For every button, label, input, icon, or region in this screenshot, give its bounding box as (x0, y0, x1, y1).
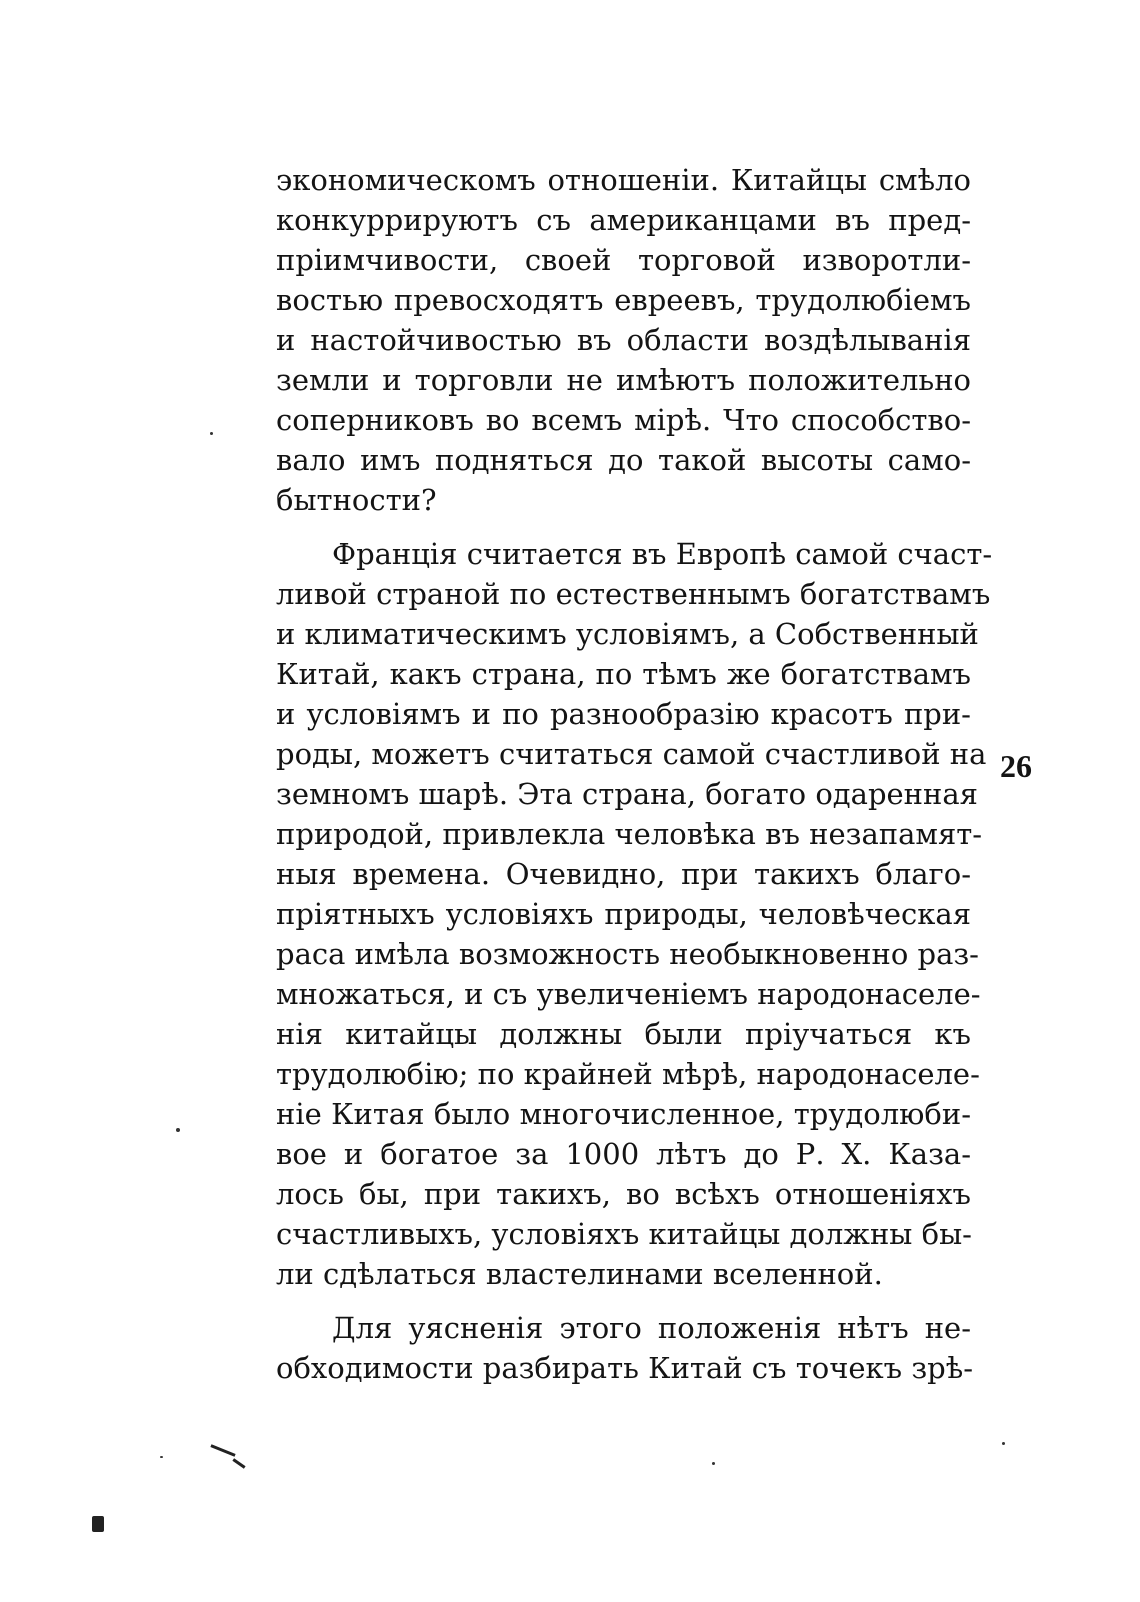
paragraph-gap (276, 1294, 971, 1308)
text-line: природой, привлекла человѣка въ незапамят- (276, 817, 983, 851)
paragraph (276, 160, 971, 520)
page-number: 26 (1000, 748, 1032, 784)
text-line: соперниковъ во всемъ мiрѣ. Что способство- (276, 403, 971, 437)
text-line: Францiя считается въ Европѣ самой счаст- (332, 537, 993, 571)
scan-smudge (210, 1444, 235, 1457)
scan-speck (210, 432, 213, 435)
text-line: раса имѣла возможность необыкновенно раз- (276, 937, 979, 971)
text-line: конкуррируютъ съ американцами въ пред- (276, 203, 971, 237)
paragraph (276, 1308, 971, 1388)
text-line: экономическомъ отношенiи. Китайцы смѣло (276, 163, 971, 197)
scan-speck (712, 1462, 715, 1465)
text-line: вало имъ подняться до такой высоты само- (276, 443, 971, 477)
text-line: нiя китайцы должны были прiучаться къ (276, 1017, 971, 1051)
text-line: Китай, какъ страна, по тѣмъ же богатствамъ (276, 657, 971, 691)
text-line: земномъ шарѣ. Эта страна, богато одаренная (276, 777, 978, 811)
text-line: Для уясненiя этого положенiя нѣтъ не- (332, 1311, 971, 1345)
text-line: роды, можетъ считаться самой счастливой на (276, 737, 987, 771)
text-line: ныя времена. Очевидно, при такихъ благо- (276, 857, 971, 891)
scan-smudge (232, 1458, 245, 1468)
scan-smudge (92, 1516, 104, 1532)
text-line: лось бы, при такихъ, во всѣхъ отношенiяхъ (276, 1177, 971, 1211)
body-text (276, 160, 993, 1388)
text-line: и климатическимъ условiямъ, а Собственный (276, 617, 979, 651)
text-line: востью превосходятъ евреевъ, трудолюбiемъ (276, 283, 971, 317)
text-line: и настойчивостью въ области воздѣлыванiя (276, 323, 971, 357)
scan-speck (176, 1128, 180, 1132)
text-line: множаться, и съ увеличенiемъ народонаселе- (276, 977, 981, 1011)
text-line: прiимчивости, своей торговой изворотли- (276, 243, 971, 277)
paragraph (276, 534, 993, 1294)
text-line: нiе Китая было многочисленное, трудолюби- (276, 1097, 971, 1131)
text-line: трудолюбiю; по крайней мѣрѣ, народонаселе- (276, 1057, 980, 1091)
text-line: счастливыхъ, условiяхъ китайцы должны бы- (276, 1217, 972, 1251)
text-line: обходимости разбирать Китай съ точекъ зрѣ- (276, 1351, 973, 1385)
text-line: и условiямъ и по разнообразiю красотъ при- (276, 697, 971, 731)
text-line: ливой страной по естественнымъ богатствамъ (276, 577, 991, 611)
text-line: прiятныхъ условiяхъ природы, человѣческая (276, 897, 971, 931)
text-line: вое и богатое за 1000 лѣтъ до Р. Х. Каза- (276, 1137, 971, 1171)
text-line: ли сдѣлаться властелинами вселенной. (276, 1257, 883, 1291)
text-line: земли и торговли не имѣютъ положительно (276, 363, 971, 397)
scan-speck (1002, 1442, 1005, 1445)
text-line: бытности? (276, 483, 437, 517)
scan-speck (160, 1456, 163, 1458)
paragraph-gap (276, 520, 971, 534)
